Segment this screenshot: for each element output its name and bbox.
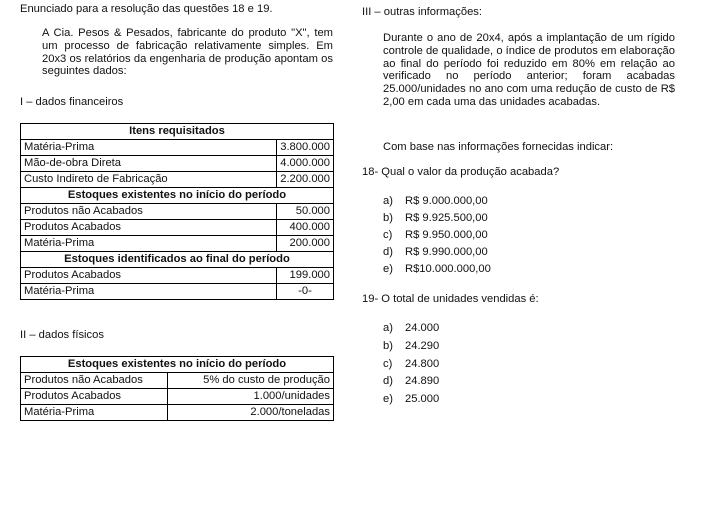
option-18b: b) R$ 9.925.500,00 bbox=[383, 212, 488, 224]
row-value: 2.200.000 bbox=[277, 172, 334, 188]
section-physical-title: II – dados físicos bbox=[20, 329, 104, 341]
option-19a: a) 24.000 bbox=[383, 322, 440, 334]
row-label: Matéria-Prima bbox=[21, 140, 277, 156]
table-row bbox=[21, 284, 334, 300]
row-label: Mão-de-obra Direta bbox=[21, 156, 277, 172]
question-18: 18- Qual o valor da produção acabada? bbox=[362, 166, 560, 178]
option-19b: b) 24.290 bbox=[383, 340, 440, 352]
row-label: Produtos não Acabados bbox=[21, 373, 168, 389]
table-row bbox=[21, 389, 334, 405]
row-value: 50.000 bbox=[277, 204, 334, 220]
row-value: 199.000 bbox=[277, 268, 334, 284]
row-value: 1.000/unidades bbox=[168, 389, 334, 405]
row-value: 5% do custo de produção bbox=[168, 373, 334, 389]
row-value: 2.000/toneladas bbox=[168, 405, 334, 421]
row-label: Matéria-Prima bbox=[21, 284, 277, 300]
option-18c: c) R$ 9.950.000,00 bbox=[383, 229, 488, 241]
table-row bbox=[21, 204, 334, 220]
table-header: Estoques existentes no início do período bbox=[21, 357, 334, 373]
option-18d: d) R$ 9.990.000,00 bbox=[383, 246, 488, 258]
option-18a: a) R$ 9.000.000,00 bbox=[383, 195, 488, 207]
section-financial-title: I – dados financeiros bbox=[20, 96, 124, 108]
company-paragraph: A Cia. Pesos & Pesados, fabricante do produto "X", tem um processo de fabricação relativamente simples. Em 20x3 os relatórios da engenharia de produção apontam os seguintes dados: bbox=[42, 27, 333, 78]
option-19c: c) 24.800 bbox=[383, 358, 440, 370]
row-value: 3.800.000 bbox=[277, 140, 334, 156]
section-other-title: III – outras informações: bbox=[362, 6, 483, 18]
financial-table bbox=[20, 123, 334, 300]
question-19: 19- O total de unidades vendidas é: bbox=[362, 293, 539, 305]
prompt-text: Com base nas informações fornecidas indicar: bbox=[383, 141, 614, 153]
table-row bbox=[21, 156, 334, 172]
table-row bbox=[21, 405, 334, 421]
row-value: 200.000 bbox=[277, 236, 334, 252]
table-row bbox=[21, 172, 334, 188]
option-19d: d) 24.890 bbox=[383, 375, 440, 387]
row-label: Matéria-Prima bbox=[21, 405, 168, 421]
row-label: Produtos não Acabados bbox=[21, 204, 277, 220]
table-header: Estoques existentes no início do período bbox=[21, 188, 334, 204]
row-label: Custo Indireto de Fabricação bbox=[21, 172, 277, 188]
row-label: Matéria-Prima bbox=[21, 236, 277, 252]
table-row bbox=[21, 140, 334, 156]
option-18e: e) R$10.000.000,00 bbox=[383, 263, 491, 275]
row-value: 400.000 bbox=[277, 220, 334, 236]
row-value: 4.000.000 bbox=[277, 156, 334, 172]
table-row bbox=[21, 268, 334, 284]
intro-text: Enunciado para a resolução das questões 18 e 19. bbox=[20, 3, 273, 15]
row-value: -0- bbox=[277, 284, 334, 300]
table-header: Itens requisitados bbox=[21, 124, 334, 140]
row-label: Produtos Acabados bbox=[21, 220, 277, 236]
table-header: Estoques identificados ao final do período bbox=[21, 252, 334, 268]
option-19e: e) 25.000 bbox=[383, 393, 440, 405]
physical-table bbox=[20, 356, 334, 421]
table-row bbox=[21, 236, 334, 252]
row-label: Produtos Acabados bbox=[21, 389, 168, 405]
row-label: Produtos Acabados bbox=[21, 268, 277, 284]
other-info-paragraph: Durante o ano de 20x4, após a implantação de um rígido controle de qualidade, o índice de produtos em elaboração ao final do período foi reduzido em 80% em relação ao verificado no período anterior; foram acabadas 25.000/unidades no ano com uma redução de custo de R$ 2,00 em cada uma das unidades acabadas. bbox=[383, 32, 675, 108]
table-row bbox=[21, 373, 334, 389]
table-row bbox=[21, 220, 334, 236]
